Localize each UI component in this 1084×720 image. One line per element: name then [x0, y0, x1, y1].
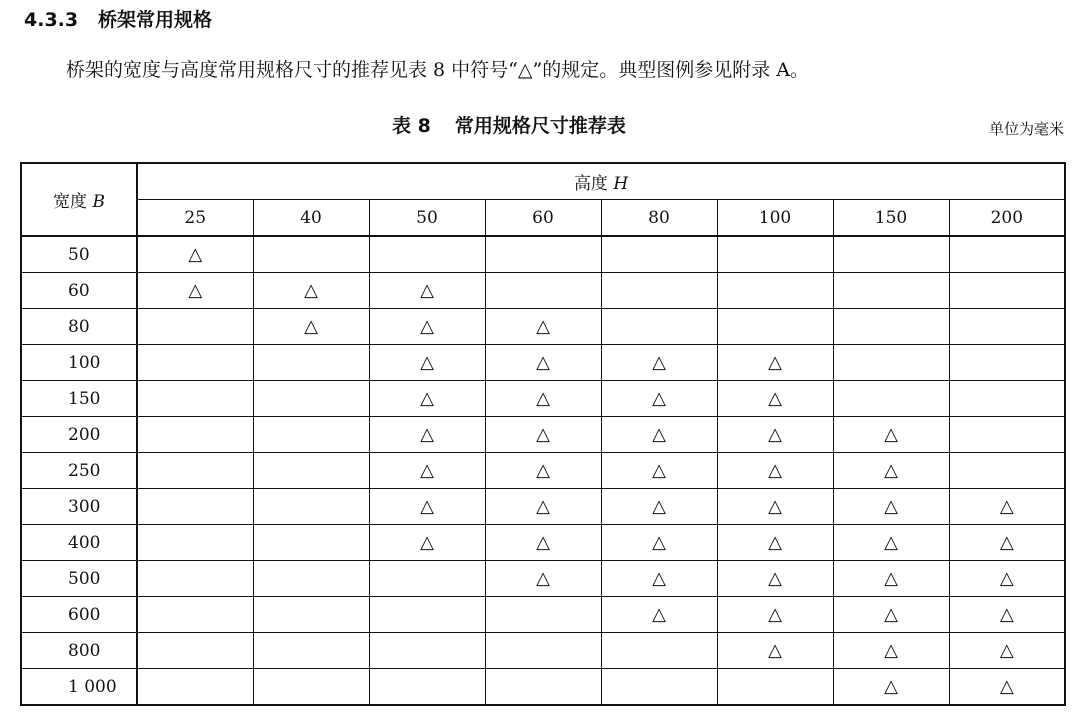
spec-cell: [369, 597, 485, 633]
spec-cell: [253, 417, 369, 453]
height-header-cell: 80: [601, 200, 717, 237]
spec-cell: [833, 633, 949, 669]
triangle-mark-icon: △: [420, 388, 434, 409]
triangle-mark-icon: △: [768, 568, 782, 589]
spec-cell: [949, 561, 1065, 597]
spec-cell: [717, 417, 833, 453]
spec-cell: [485, 669, 601, 706]
width-value-cell: 80: [21, 309, 137, 345]
spec-cell: [833, 309, 949, 345]
spec-cell: [253, 597, 369, 633]
height-header-cell: 200: [949, 200, 1065, 237]
table-row: [21, 417, 1065, 453]
height-header-label: 高度: [573, 174, 608, 194]
spec-cell: [485, 273, 601, 309]
spec-cell: [949, 453, 1065, 489]
triangle-mark-icon: △: [188, 244, 203, 265]
triangle-mark-icon: △: [536, 532, 550, 553]
spec-cell: [949, 345, 1065, 381]
table-row: [21, 669, 1065, 706]
height-header-cell: 60: [485, 200, 601, 237]
height-header-cell: 50: [369, 200, 485, 237]
triangle-mark-icon: △: [768, 424, 782, 445]
spec-cell: [253, 273, 369, 309]
triangle-mark-icon: △: [420, 424, 434, 445]
spec-cell: [717, 525, 833, 561]
spec-cell: [601, 236, 717, 273]
spec-cell: [253, 236, 369, 273]
triangle-mark-icon: △: [420, 280, 434, 301]
triangle-mark-icon: △: [652, 496, 666, 517]
triangle-mark-icon: △: [768, 496, 782, 517]
triangle-mark-icon: △: [999, 496, 1014, 517]
table-row: [21, 453, 1065, 489]
spec-cell: [833, 236, 949, 273]
spec-cell: [717, 669, 833, 706]
spec-cell: [717, 381, 833, 417]
header-row-top: [21, 163, 1065, 200]
triangle-mark-icon: △: [304, 316, 318, 337]
unit-note: 单位为毫米: [988, 120, 1064, 138]
spec-cell: [949, 633, 1065, 669]
spec-cell: [833, 525, 949, 561]
spec-cell: [949, 273, 1065, 309]
spec-cell: [369, 417, 485, 453]
spec-cell: [485, 597, 601, 633]
width-value-cell: 100: [21, 345, 137, 381]
triangle-mark-icon: △: [999, 640, 1014, 661]
spec-cell: [253, 453, 369, 489]
spec-cell: [485, 345, 601, 381]
spec-cell: [137, 525, 253, 561]
spec-cell: [485, 489, 601, 525]
width-value-cell: 250: [21, 453, 137, 489]
triangle-mark-icon: △: [652, 604, 666, 625]
triangle-mark-icon: △: [304, 280, 318, 301]
triangle-mark-icon: △: [768, 604, 782, 625]
height-symbol: H: [613, 174, 629, 194]
height-header-cell: 25: [137, 200, 253, 237]
spec-cell: [137, 453, 253, 489]
triangle-mark-icon: △: [768, 460, 782, 481]
spec-cell: [833, 669, 949, 706]
width-value-cell: 600: [21, 597, 137, 633]
width-value-cell: 50: [21, 236, 137, 273]
spec-cell: [253, 669, 369, 706]
triangle-mark-icon: △: [536, 568, 550, 589]
spec-cell: [949, 489, 1065, 525]
width-value-cell: 150: [21, 381, 137, 417]
triangle-mark-icon: △: [652, 352, 666, 373]
spec-cell: [717, 633, 833, 669]
table-row: [21, 273, 1065, 309]
spec-cell: [601, 345, 717, 381]
spec-cell: [601, 561, 717, 597]
spec-cell: [137, 633, 253, 669]
triangle-mark-icon: △: [420, 496, 434, 517]
triangle-mark-icon: △: [999, 532, 1014, 553]
spec-cell: [949, 236, 1065, 273]
width-value-cell: 60: [21, 273, 137, 309]
spec-cell: [833, 597, 949, 633]
width-value-cell: 300: [21, 489, 137, 525]
section-number: 4.3.3: [24, 9, 79, 31]
spec-cell: [369, 669, 485, 706]
width-value-cell: 1 000: [21, 669, 137, 706]
spec-cell: [369, 561, 485, 597]
spec-cell: [717, 561, 833, 597]
section-heading: [24, 7, 212, 33]
width-header-label: 宽度: [53, 192, 88, 212]
triangle-mark-icon: △: [652, 424, 666, 445]
height-header-cell: 40: [253, 200, 369, 237]
spec-cell: [485, 453, 601, 489]
triangle-mark-icon: △: [536, 352, 550, 373]
spec-cell: [253, 309, 369, 345]
spec-cell: [717, 309, 833, 345]
spec-cell: [485, 417, 601, 453]
height-group-header: [137, 163, 1065, 200]
spec-cell: [137, 669, 253, 706]
triangle-mark-icon: △: [884, 604, 898, 625]
spec-cell: [369, 345, 485, 381]
spec-cell: [601, 669, 717, 706]
triangle-mark-icon: △: [652, 532, 666, 553]
spec-cell: [137, 309, 253, 345]
spec-cell: [137, 561, 253, 597]
triangle-mark-icon: △: [768, 532, 782, 553]
spec-cell: [717, 489, 833, 525]
spec-cell: [137, 345, 253, 381]
spec-cell: [137, 273, 253, 309]
spec-cell: [601, 273, 717, 309]
triangle-mark-icon: △: [999, 604, 1014, 625]
table-row: [21, 381, 1065, 417]
spec-cell: [601, 597, 717, 633]
spec-cell: [717, 345, 833, 381]
spec-cell: [369, 453, 485, 489]
triangle-mark-icon: △: [884, 568, 898, 589]
spec-cell: [717, 597, 833, 633]
triangle-mark-icon: △: [884, 424, 898, 445]
triangle-mark-icon: △: [999, 676, 1014, 697]
triangle-mark-icon: △: [536, 388, 550, 409]
spec-cell: [253, 345, 369, 381]
spec-cell: [137, 417, 253, 453]
table-row: [21, 633, 1065, 669]
spec-cell: [137, 236, 253, 273]
triangle-mark-icon: △: [536, 496, 550, 517]
spec-cell: [601, 381, 717, 417]
spec-cell: [949, 669, 1065, 706]
spec-cell: [601, 453, 717, 489]
spec-cell: [949, 309, 1065, 345]
spec-cell: [485, 236, 601, 273]
spec-cell: [485, 633, 601, 669]
spec-cell: [485, 309, 601, 345]
triangle-mark-icon: △: [768, 640, 782, 661]
table-row: [21, 489, 1065, 525]
width-value-cell: 500: [21, 561, 137, 597]
spec-cell: [369, 381, 485, 417]
table-row: [21, 236, 1065, 273]
spec-cell: [833, 561, 949, 597]
spec-cell: [949, 381, 1065, 417]
spec-cell: [601, 417, 717, 453]
triangle-mark-icon: △: [768, 352, 782, 373]
spec-cell: [253, 633, 369, 669]
spec-cell: [137, 597, 253, 633]
spec-cell: [369, 525, 485, 561]
section-title: 桥架常用规格: [98, 9, 213, 31]
triangle-mark-icon: △: [420, 532, 434, 553]
triangle-mark-icon: △: [652, 568, 666, 589]
spec-cell: [833, 381, 949, 417]
width-symbol: B: [92, 192, 105, 212]
table-row: [21, 597, 1065, 633]
spec-cell: [485, 381, 601, 417]
spec-cell: [253, 561, 369, 597]
triangle-mark-icon: △: [536, 316, 550, 337]
triangle-mark-icon: △: [652, 460, 666, 481]
spec-cell: [833, 453, 949, 489]
spec-cell: [253, 489, 369, 525]
spec-cell: [833, 417, 949, 453]
triangle-mark-icon: △: [536, 460, 550, 481]
spec-cell: [369, 273, 485, 309]
triangle-mark-icon: △: [884, 460, 898, 481]
spec-cell: [253, 381, 369, 417]
spec-cell: [949, 525, 1065, 561]
spec-cell: [833, 273, 949, 309]
width-column-header: [21, 163, 137, 236]
table-row: [21, 561, 1065, 597]
body-paragraph: 桥架的宽度与高度常用规格尺寸的推荐见表 8 中符号“△”的规定。典型图例参见附录 A。: [66, 59, 809, 81]
spec-cell: [949, 417, 1065, 453]
triangle-mark-icon: △: [768, 388, 782, 409]
triangle-mark-icon: △: [188, 280, 203, 301]
spec-table-body: [21, 236, 1065, 705]
width-value-cell: 400: [21, 525, 137, 561]
spec-cell: [833, 345, 949, 381]
spec-cell: [253, 525, 369, 561]
height-values-row: [21, 200, 1065, 237]
table-caption-title: 常用规格尺寸推荐表: [454, 115, 626, 137]
triangle-mark-icon: △: [884, 676, 898, 697]
spec-cell: [833, 489, 949, 525]
spec-cell: [485, 561, 601, 597]
spec-cell: [369, 309, 485, 345]
triangle-mark-icon: △: [884, 640, 898, 661]
spec-cell: [137, 381, 253, 417]
table-caption: [392, 113, 626, 139]
triangle-mark-icon: △: [420, 460, 434, 481]
spec-cell: [485, 525, 601, 561]
height-header-cell: 100: [717, 200, 833, 237]
spec-cell: [717, 453, 833, 489]
spec-cell: [717, 236, 833, 273]
triangle-mark-icon: △: [420, 352, 434, 373]
spec-cell: [137, 489, 253, 525]
spec-cell: [601, 525, 717, 561]
table-caption-number: 表 8: [392, 115, 431, 137]
width-value-cell: 800: [21, 633, 137, 669]
height-header-cell: 150: [833, 200, 949, 237]
triangle-mark-icon: △: [884, 496, 898, 517]
table-row: [21, 525, 1065, 561]
width-value-cell: 200: [21, 417, 137, 453]
spec-cell: [601, 489, 717, 525]
spec-cell: [369, 489, 485, 525]
spec-cell: [369, 633, 485, 669]
spec-table: [20, 162, 1066, 706]
spec-cell: [601, 309, 717, 345]
triangle-mark-icon: △: [420, 316, 434, 337]
spec-cell: [717, 273, 833, 309]
triangle-mark-icon: △: [884, 532, 898, 553]
spec-cell: [949, 597, 1065, 633]
triangle-mark-icon: △: [652, 388, 666, 409]
table-row: [21, 345, 1065, 381]
spec-cell: [369, 236, 485, 273]
table-row: [21, 309, 1065, 345]
triangle-mark-icon: △: [999, 568, 1014, 589]
triangle-mark-icon: △: [536, 424, 550, 445]
spec-cell: [601, 633, 717, 669]
